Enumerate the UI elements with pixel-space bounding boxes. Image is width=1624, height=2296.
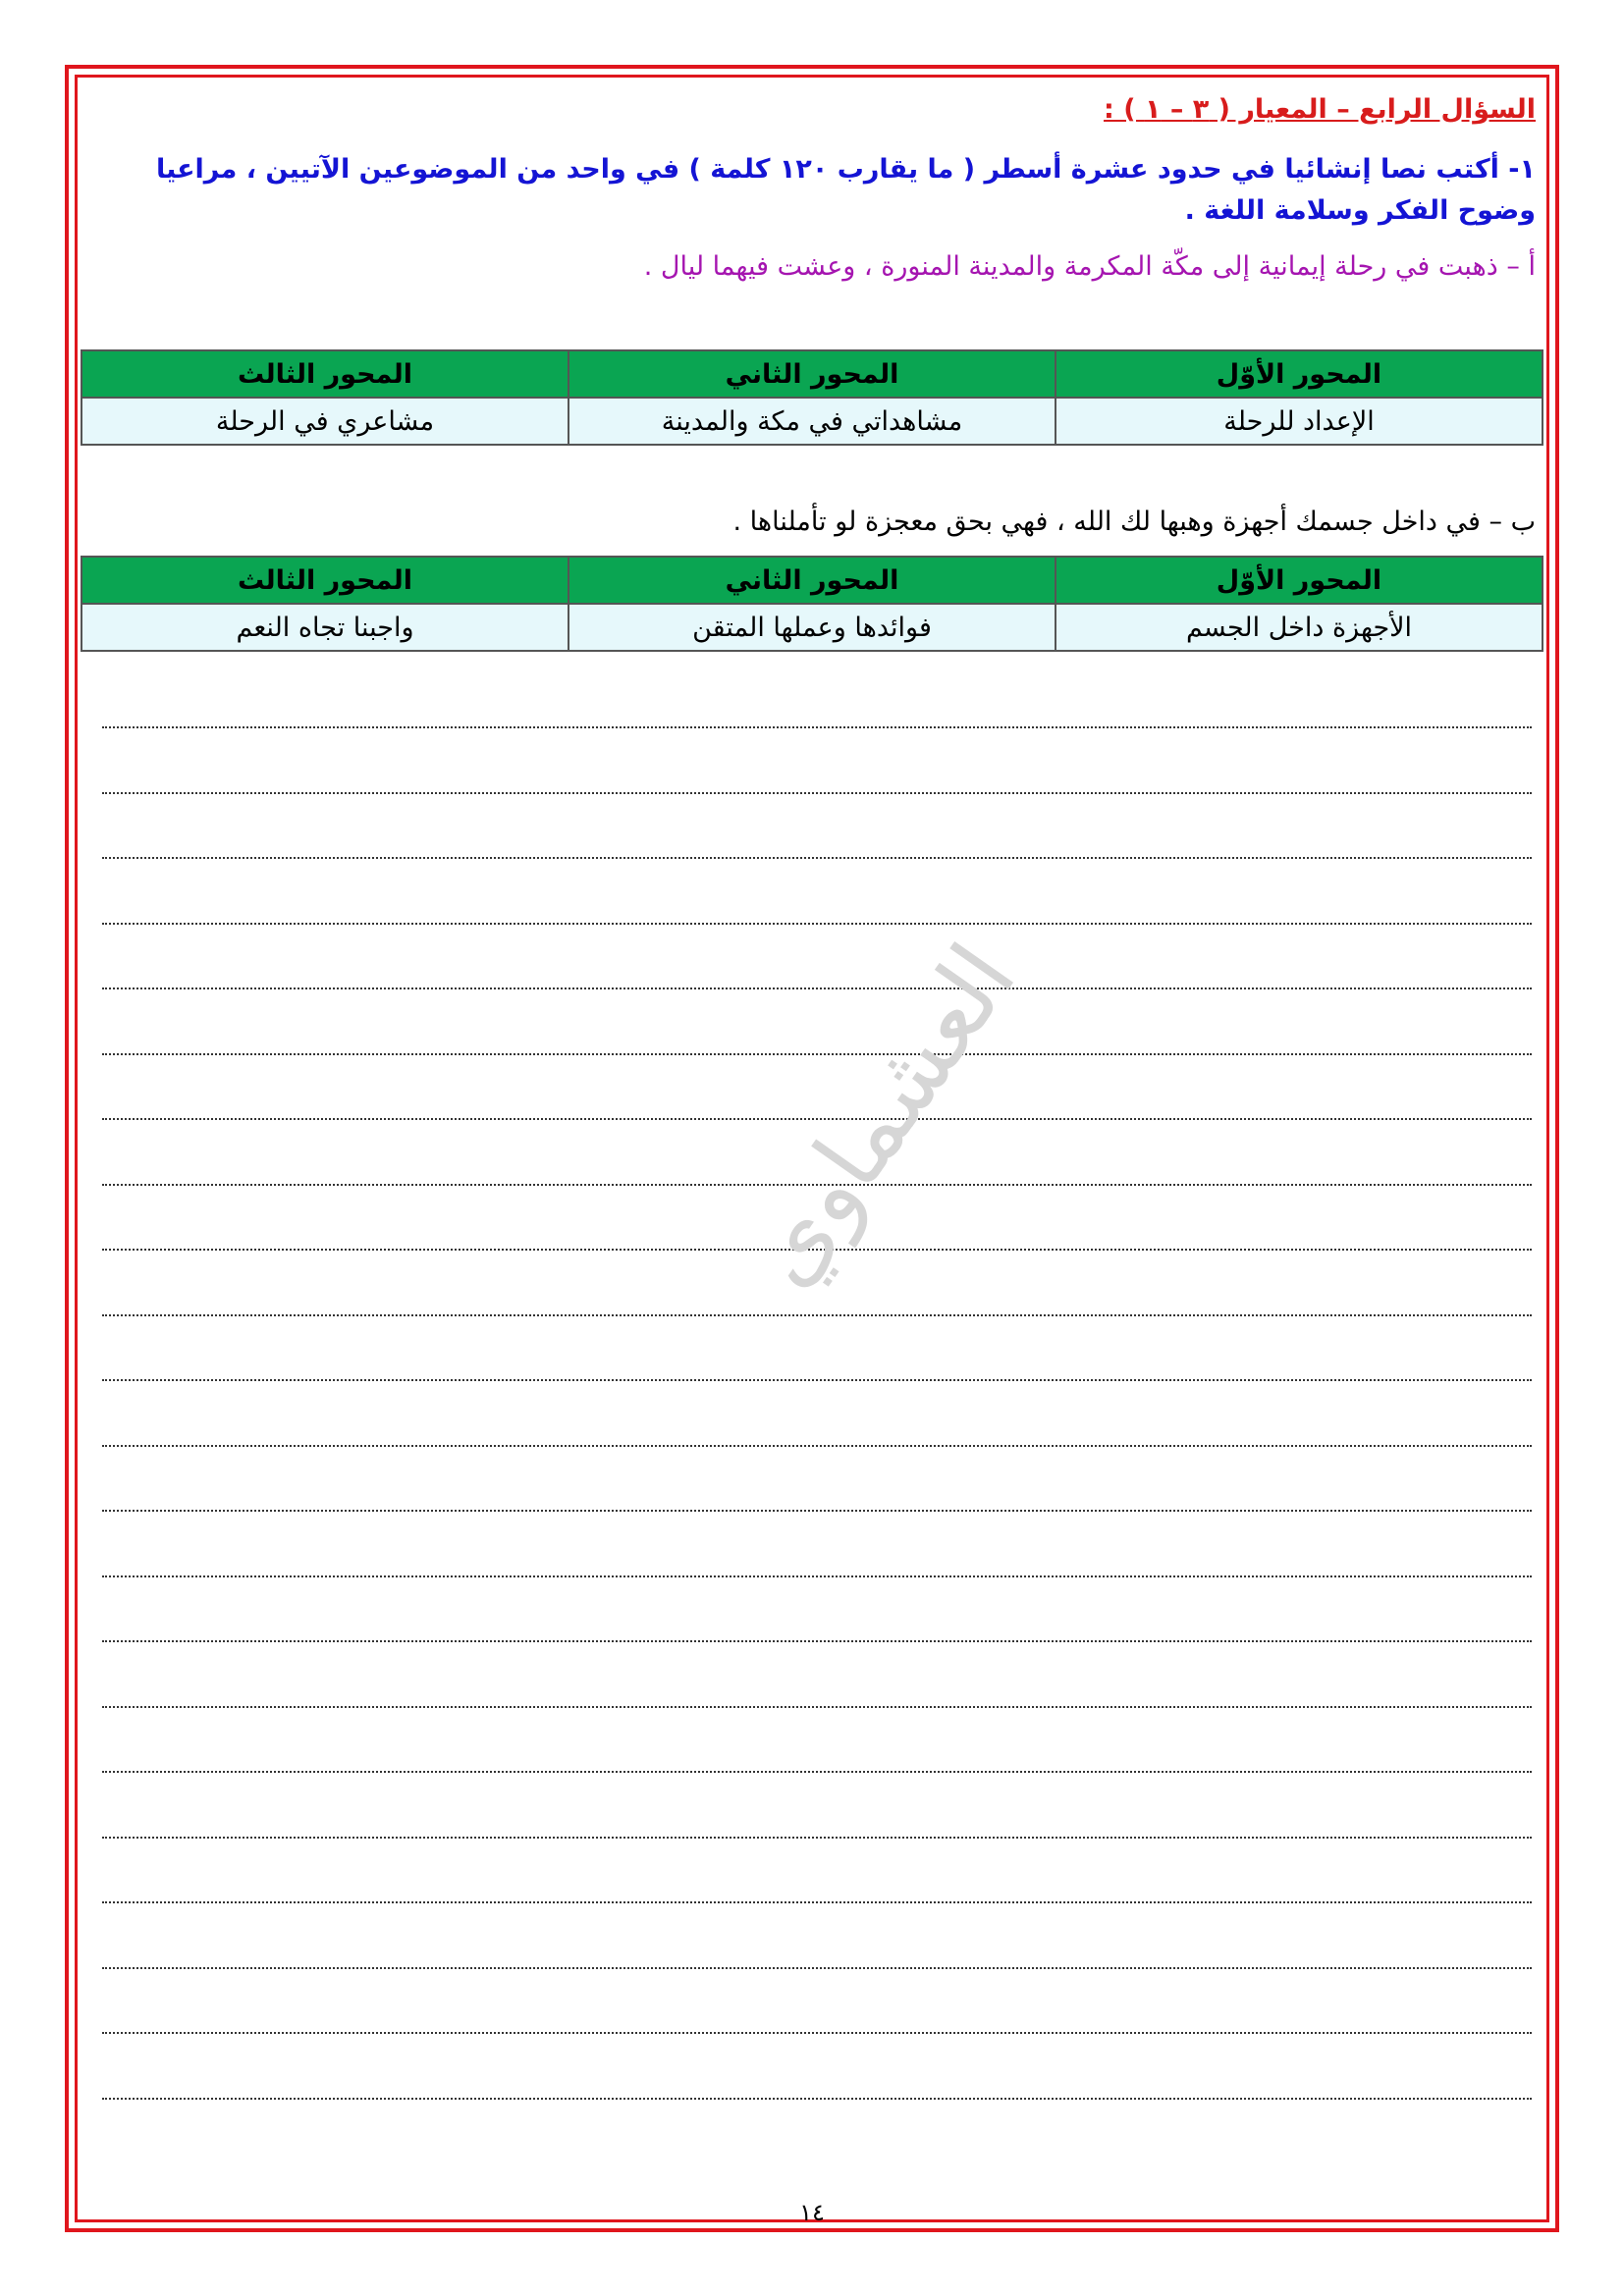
topic-b-text: ب – في داخل جسمك أجهزة وهبها لك الله ، فهي بحق معجزة لو تأملناها . bbox=[732, 507, 1536, 537]
axis-header-2: المحور الثاني bbox=[568, 557, 1056, 604]
answer-line[interactable] bbox=[102, 857, 1532, 859]
axis-cell-1: الإعداد للرحلة bbox=[1056, 398, 1543, 445]
answer-line[interactable] bbox=[102, 1510, 1532, 1512]
instruction-text: ١- أكتب نصا إنشائيا في حدود عشرة أسطر ( ما يقارب ١٢٠ كلمة ) في واحد من الموضوعين الآتيين ، مراعيا وضوح الفكر وسلامة اللغة . bbox=[155, 154, 1536, 226]
answer-line[interactable] bbox=[102, 1967, 1532, 1969]
answer-line[interactable] bbox=[102, 1314, 1532, 1316]
answer-line[interactable] bbox=[102, 988, 1532, 989]
topic-a-text: أ – ذهبت في رحلة إيمانية إلى مكّة المكرمة والمدينة المنورة ، وعشت فيهما ليال . bbox=[643, 251, 1536, 282]
answer-line[interactable] bbox=[102, 1771, 1532, 1773]
answer-line[interactable] bbox=[102, 2032, 1532, 2034]
axis-cell-2: فوائدها وعملها المتقن bbox=[568, 604, 1056, 651]
answer-line[interactable] bbox=[102, 1445, 1532, 1447]
answer-line[interactable] bbox=[102, 726, 1532, 728]
answer-line[interactable] bbox=[102, 1575, 1532, 1577]
answer-line[interactable] bbox=[102, 2098, 1532, 2100]
table-row bbox=[81, 604, 1543, 651]
axis-header-3: المحور الثالث bbox=[81, 557, 568, 604]
answer-line[interactable] bbox=[102, 1837, 1532, 1839]
answer-line[interactable] bbox=[102, 1901, 1532, 1903]
axis-cell-3: مشاعري في الرحلة bbox=[81, 398, 568, 445]
axis-cell-2: مشاهداتي في مكة والمدينة bbox=[568, 398, 1056, 445]
answer-line[interactable] bbox=[102, 1379, 1532, 1381]
axis-header-1: المحور الأوّل bbox=[1056, 350, 1543, 398]
topic-a-axes-table bbox=[81, 349, 1543, 446]
watermark: العشماوي bbox=[725, 925, 1037, 1306]
answer-line[interactable] bbox=[102, 1640, 1532, 1642]
page-number: ١٤ bbox=[799, 2199, 825, 2226]
table-header-row bbox=[81, 350, 1543, 398]
answer-line[interactable] bbox=[102, 792, 1532, 794]
topic-b-axes-table bbox=[81, 556, 1543, 652]
axis-cell-1: الأجهزة داخل الجسم bbox=[1056, 604, 1543, 651]
table-row bbox=[81, 398, 1543, 445]
answer-line[interactable] bbox=[102, 923, 1532, 925]
axis-cell-3: واجبنا تجاه النعم bbox=[81, 604, 568, 651]
axis-header-2: المحور الثاني bbox=[568, 350, 1056, 398]
answer-line[interactable] bbox=[102, 1706, 1532, 1708]
answer-line[interactable] bbox=[102, 1053, 1532, 1055]
axis-header-3: المحور الثالث bbox=[81, 350, 568, 398]
question-title: السؤال الرابع – المعيار ( ٣ – ١ ) : bbox=[1104, 94, 1536, 125]
axis-header-1: المحور الأوّل bbox=[1056, 557, 1543, 604]
table-header-row bbox=[81, 557, 1543, 604]
